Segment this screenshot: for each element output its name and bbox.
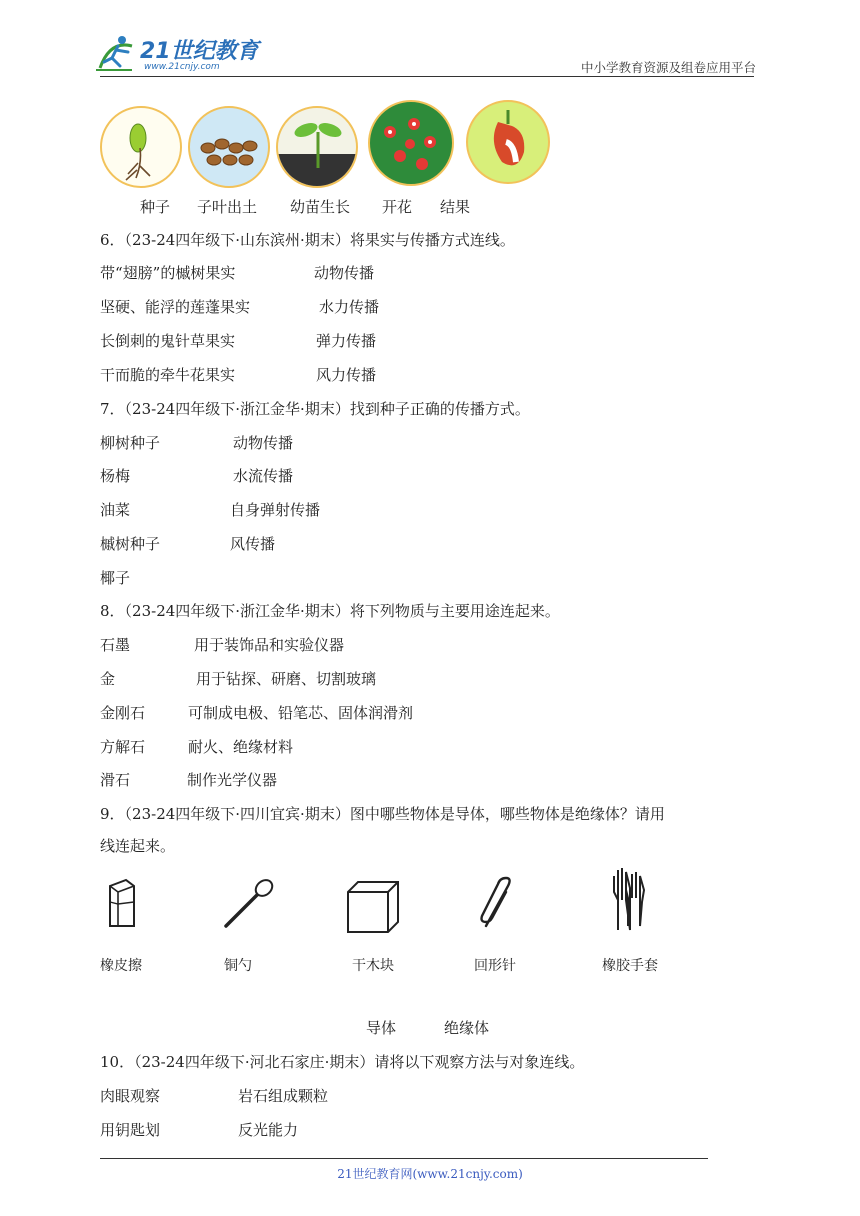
category-label: 导体	[366, 1019, 397, 1037]
stage-label: 结果	[440, 198, 471, 216]
logo-text: 21世纪教育	[140, 39, 259, 64]
category-label: 绝缘体	[444, 1019, 490, 1037]
object-label: 铜勺	[224, 958, 252, 974]
object-label: 干木块	[352, 958, 394, 974]
paper-clip-icon	[476, 876, 520, 938]
seed-sprout-image	[100, 106, 182, 188]
object-label: 回形针	[474, 958, 516, 974]
cotyledon-image	[188, 106, 270, 188]
stage-label: 幼苗生长	[290, 198, 351, 216]
platform-name: 中小学教育资源及组卷应用平台	[580, 60, 756, 75]
footer-link[interactable]: 21世纪教育网(www.21cnjy.com)	[337, 1167, 523, 1181]
copper-spoon-icon	[220, 876, 280, 936]
q10-title: 10．（23-24四年级下·河北石家庄·期末）请将以下观察方法与对象连线。	[100, 1053, 585, 1071]
q8-title: 8．（23-24四年级下·浙江金华·期末）将下列物质与主要用途连起来。	[100, 602, 560, 620]
stage-label: 开花	[382, 198, 413, 216]
q7-title: 7．（23-24四年级下·浙江金华·期末）找到种子正确的传播方式。	[100, 400, 530, 418]
header-divider	[100, 76, 754, 77]
q9-title-line1: 9．（23-24四年级下·四川宜宾·期末）图中哪些物体是导体，哪些物体是绝缘体？请用	[100, 805, 665, 823]
rubber-gloves-icon	[608, 864, 648, 938]
q9-title-line2: 线连起来。	[100, 837, 176, 855]
fruiting-image	[466, 100, 550, 184]
flowering-image	[368, 100, 454, 186]
object-label: 橡皮擦	[100, 958, 142, 974]
seedling-image	[276, 106, 358, 188]
q6-title: 6．（23-24四年级下·山东滨州·期末）将果实与传播方式连线。	[100, 231, 515, 249]
object-label: 橡胶手套	[602, 958, 658, 974]
eraser-icon	[104, 876, 138, 936]
wood-block-icon	[344, 878, 404, 940]
stage-label: 子叶出土	[197, 198, 258, 216]
site-logo	[92, 32, 272, 76]
logo-url: www.21cnjy.com	[144, 62, 220, 72]
stage-label: 种子	[140, 198, 171, 216]
footer-divider	[100, 1158, 708, 1159]
